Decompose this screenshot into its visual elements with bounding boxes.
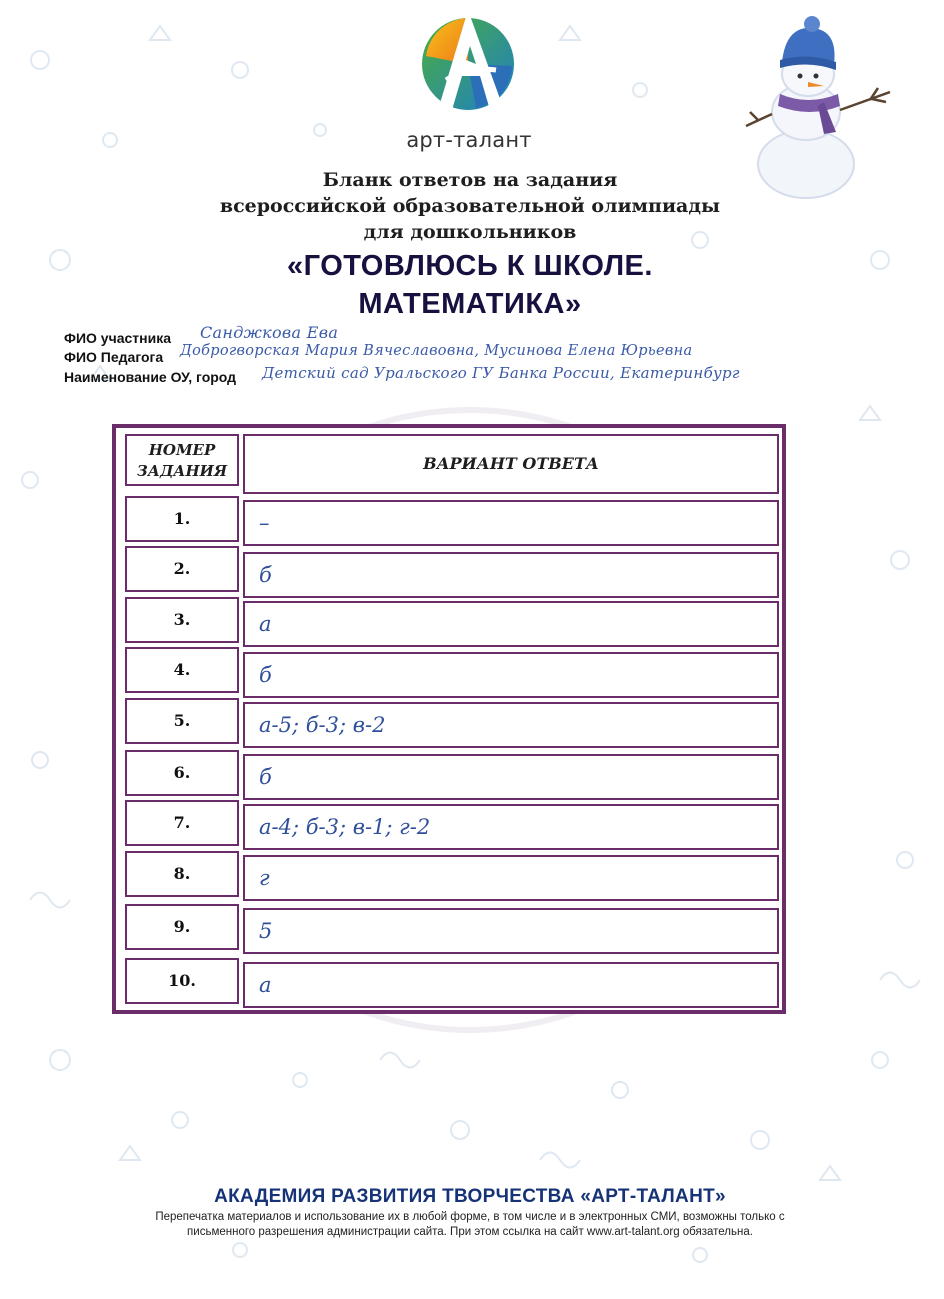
task-number-6: 6.: [125, 750, 239, 796]
brand-name: арт-талант: [406, 128, 532, 152]
task-answer-6: б: [243, 754, 779, 800]
task-number-10: 10.: [125, 958, 239, 1004]
header-task-number-line-1: НОМЕР: [148, 441, 216, 459]
teacher-value: Доброгворская Мария Вячеславовна, Мусинова Елена Юрьевна: [180, 343, 693, 359]
task-answer-10: а: [243, 962, 779, 1008]
task-number-7: 7.: [125, 800, 239, 846]
footer-copyright: [60, 1210, 880, 1240]
task-number-4: 4.: [125, 647, 239, 693]
footer-copyright-line-1: Перепечатка материалов и использование их в любой форме, в том числе и в электронных СМИ, возможны только с: [155, 1211, 785, 1223]
header-task-number-line-2: ЗАДАНИЯ: [136, 462, 228, 480]
teacher-label: ФИО Педагога: [64, 349, 164, 365]
school-value: Детский сад Уральского ГУ Банка России, Екатеринбург: [262, 364, 740, 382]
task-number-3: 3.: [125, 597, 239, 643]
task-answer-4: б: [243, 652, 779, 698]
task-answer-9: 5: [243, 908, 779, 954]
task-number-8: 8.: [125, 851, 239, 897]
header-answer-variant: ВАРИАНТ ОТВЕТА: [243, 434, 779, 494]
footer-academy-title: АКАДЕМИЯ РАЗВИТИЯ ТВОРЧЕСТВА «АРТ-ТАЛАНТ»: [214, 1186, 726, 1207]
olympiad-title-1: «ГОТОВЛЮСЬ К ШКОЛЕ.: [287, 250, 653, 282]
task-answer-1: –: [243, 500, 779, 546]
art-talant-logo: [416, 6, 520, 118]
title-line-3: для дошкольников: [363, 221, 577, 243]
title-line-1: Бланк ответов на задания: [322, 169, 618, 191]
title-block: [120, 167, 820, 323]
task-number-2: 2.: [125, 546, 239, 592]
task-number-9: 9.: [125, 904, 239, 950]
title-line-2: всероссийской образовательной олимпиады: [219, 195, 721, 217]
participant-label: ФИО участника: [64, 330, 171, 346]
task-answer-5: а-5; б-3; в-2: [243, 702, 779, 748]
task-answer-2: б: [243, 552, 779, 598]
olympiad-title-2: МАТЕМАТИКА»: [358, 288, 582, 320]
task-number-1: 1.: [125, 496, 239, 542]
task-number-5: 5.: [125, 698, 239, 744]
header-task-number: [125, 434, 239, 486]
task-answer-7: а-4; б-3; в-1; г-2: [243, 804, 779, 850]
school-label: Наименование ОУ, город: [64, 369, 237, 385]
task-answer-8: г: [243, 855, 779, 901]
participant-value: Санджкова Ева: [200, 323, 339, 342]
task-answer-3: а: [243, 601, 779, 647]
footer-copyright-line-2: письменного разрешения администрации сайта. При этом ссылка на сайт www.art-talant.org обязательна.: [187, 1226, 753, 1238]
